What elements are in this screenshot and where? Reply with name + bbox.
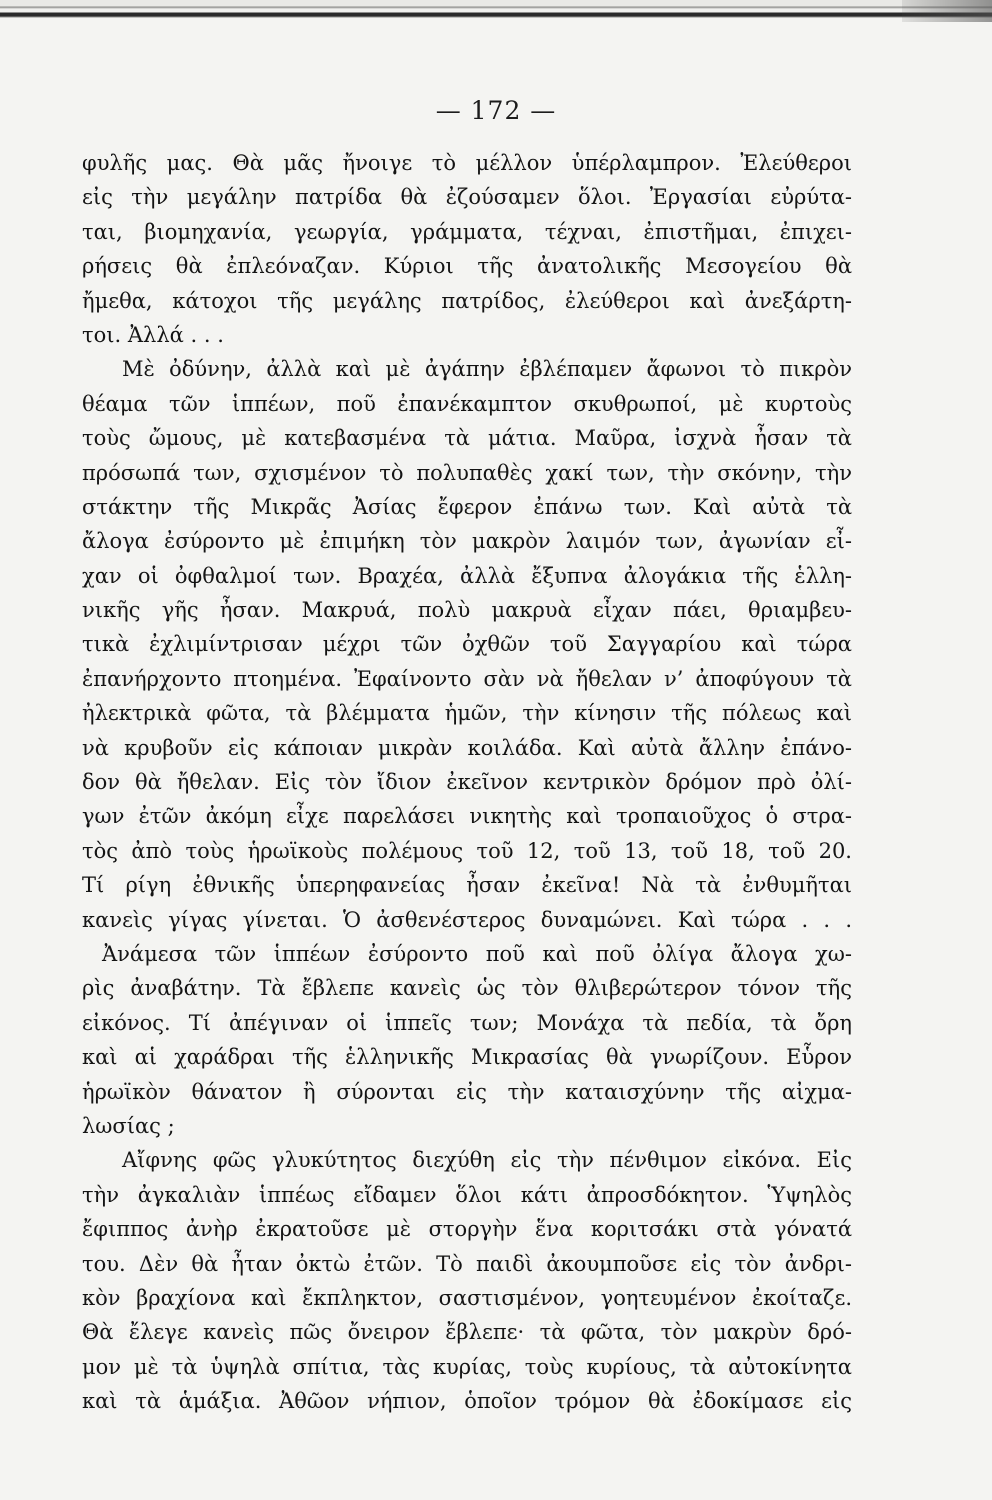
text-line: εἰς τὴν μεγάλην πατρίδα θὰ ἐζούσαμεν ὅλοι. Ἐργασίαι εὐρύτα- [82,185,852,210]
text-line: τοὺς ὤμους, μὲ κατεβασμένα τὰ μάτια. Μαῦρα, ἰσχνὰ ἦσαν τὰ [82,426,852,451]
text-line: ἐπανήρχοντο πτοημένα. Ἐφαίνοντο σὰν νὰ ἤθελαν ν’ ἀποφύγουν τὰ [82,666,852,691]
text-line: ἔφιππος ἀνὴρ ἐκρατοῦσε μὲ στοργὴν ἕνα κοριτσάκι στὰ γόνατά [82,1217,852,1242]
text-line: ἠλεκτρικὰ φῶτα, τὰ βλέμματα ἡμῶν, τὴν κίνησιν τῆς πόλεως καὶ [82,701,852,726]
text-line: Ἀνάμεσα τῶν ἱππέων ἐσύροντο ποῦ καὶ ποῦ ὀλίγα ἄλογα χω- [102,941,852,966]
text-line: δον θὰ ἤθελαν. Εἰς τὸν ἴδιον ἐκεῖνον κεντρικὸν δρόμον πρὸ ὀλί- [82,770,852,795]
page-top-edge [0,0,992,22]
text-line: του. Δὲν θὰ ἦταν ὀκτὼ ἐτῶν. Τὸ παιδὶ ἀκουμποῦσε εἰς τὸν ἀνδρι- [82,1251,852,1276]
text-line: ρήσεις θὰ ἐπλεόναζαν. Κύριοι τῆς ἀνατολικῆς Μεσογείου θὰ [82,254,852,279]
text-line: λωσίας ; [82,1113,175,1138]
text-line: στάκτην τῆς Μικρᾶς Ἀσίας ἔφερον ἐπάνω των. Καὶ αὐτὰ τὰ [82,494,852,519]
text-line: ἄλογα ἐσύροντο μὲ ἐπιμήκη τὸν μακρὸν λαιμόν των, ἀγωνίαν εἶ- [82,529,852,554]
text-line: μον μὲ τὰ ὑψηλὰ σπίτια, τὰς κυρίας, τοὺς κυρίους, τὰ αὐτοκίνητα [82,1354,852,1379]
page-top-edge-shadow [902,0,992,22]
page-number: — 172 — [435,96,557,125]
text-line: τὴν ἀγκαλιὰν ἱππέως εἴδαμεν ὅλοι κάτι ἀπροσδόκητον. Ὑψηλὸς [82,1182,852,1207]
text-line: Τί ρίγη ἐθνικῆς ὑπερηφανείας ἦσαν ἐκεῖνα! Νὰ τὰ ἐνθυμῆται [82,873,852,898]
text-line: νικῆς γῆς ἦσαν. Μακρυά, πολὺ μακρυὰ εἶχαν πάει, θριαμβευ- [82,598,852,623]
text-line: ται, βιομηχανία, γεωργία, γράμματα, τέχναι, ἐπιστῆμαι, ἐπιχει- [82,219,852,244]
text-line: κανεὶς γίγας γίνεται. Ὁ ἀσθενέστερος δυναμώνει. Καὶ τώρα . . . [82,907,852,932]
text-line: χαν οἱ ὀφθαλμοί των. Βραχέα, ἀλλὰ ἔξυπνα ἀλογάκια τῆς ἑλλη- [82,563,852,588]
text-line: καὶ τὰ ἁμάξια. Ἀθῶον νήπιον, ὁποῖον τρόμον θὰ ἐδοκίμασε εἰς [82,1389,852,1414]
text-line: εἰκόνος. Τί ἀπέγιναν οἱ ἱππεῖς των; Μονάχα τὰ πεδία, τὰ ὄρη [82,1010,852,1035]
text-line: νὰ κρυβοῦν εἰς κάποιαν μικρὰν κοιλάδα. Καὶ αὐτὰ ἄλλην ἐπάνο- [82,735,852,760]
text-line: ρὶς ἀναβάτην. Τὰ ἔβλεπε κανεὶς ὡς τὸν θλιβερώτερον τόνον τῆς [82,976,852,1001]
text-line: τοι. Ἀλλά . . . [82,322,224,347]
text-line: ἡρωϊκὸν θάνατον ἢ σύρονται εἰς τὴν καταισχύνην τῆς αἰχμα- [82,1079,852,1104]
text-line: ἤμεθα, κάτοχοι τῆς μεγάλης πατρίδος, ἐλεύθεροι καὶ ἀνεξάρτη- [82,288,852,313]
text-line: τὸς ἀπὸ τοὺς ἡρωϊκοὺς πολέμους τοῦ 12, τοῦ 13, τοῦ 18, τοῦ 20. [82,838,852,863]
text-line: καὶ αἱ χαράδραι τῆς ἑλληνικῆς Μικρασίας θὰ γνωρίζουν. Εὗρον [82,1045,852,1070]
text-line: φυλῆς μας. Θὰ μᾶς ἤνοιγε τὸ μέλλον ὑπέρλαμπρον. Ἐλεύθεροι [82,151,852,175]
text-line: τικὰ ἐχλιμίντρισαν μέχρι τῶν ὀχθῶν τοῦ Σαγγαρίου καὶ τώρα [82,632,852,657]
body-text [82,146,852,1418]
text-line: κὸν βραχίονα καὶ ἔκπληκτον, σαστισμένον, γοητευμένον ἐκοίταζε. [82,1285,852,1310]
text-line: πρόσωπά των, σχισμένον τὸ πολυπαθὲς χακί των, τὴν σκόνην, τὴν [82,460,852,485]
text-line: Μὲ ὀδύνην, ἀλλὰ καὶ μὲ ἀγάπην ἐβλέπαμεν ἄφωνοι τὸ πικρὸν [122,357,852,382]
text-line: Θὰ ἔλεγε κανεὶς πῶς ὄνειρον ἔβλεπε· τὰ φῶτα, τὸν μακρὺν δρό- [82,1320,852,1345]
text-line: Αἴφνης φῶς γλυκύτητος διεχύθη εἰς τὴν πένθιμον εἰκόνα. Εἰς [122,1148,852,1173]
text-line: θέαμα τῶν ἱππέων, ποῦ ἐπανέκαμπτον σκυθρωποί, μὲ κυρτοὺς [82,391,852,416]
text-line: γων ἐτῶν ἀκόμη εἶχε παρελάσει νικητὴς καὶ τροπαιοῦχος ὁ στρα- [82,804,852,829]
